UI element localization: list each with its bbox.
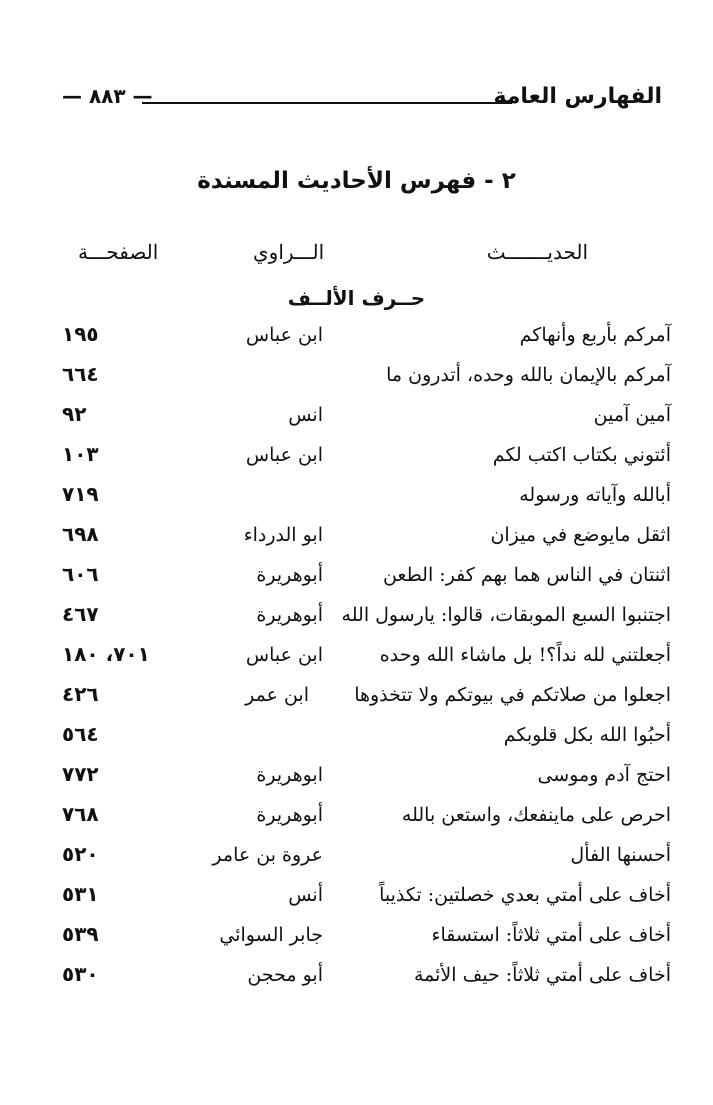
hadith-text: أخاف على أمتي ثلاثاً: حيف الأئمة (413, 964, 671, 986)
hadith-text: أحبُوا الله بكل قلوبكم (503, 724, 671, 746)
column-header-hadith: الحديـــــــث (486, 240, 588, 264)
index-row (0, 558, 713, 598)
index-row (0, 438, 713, 478)
index-row (0, 958, 713, 998)
page-ref: ٩٢ (62, 402, 87, 426)
hadith-text: أبالله وآياته ورسوله (519, 484, 671, 506)
narrator: جابر السوائي (219, 924, 323, 946)
index-row (0, 598, 713, 638)
hadith-text: آمركم بالإيمان بالله وحده، أتدرون ما (386, 364, 671, 386)
column-headers (0, 240, 713, 274)
narrator: ابن عباس (245, 324, 323, 346)
index-row (0, 798, 713, 838)
page-ref: ٦٦٤ (62, 362, 99, 386)
hadith-text: أخاف على أمتي بعدي خصلتين: تكذيباً (379, 884, 671, 906)
column-header-narrator: الـــراوي (253, 240, 325, 264)
index-row (0, 918, 713, 958)
narrator: ابن عباس (245, 444, 323, 466)
running-header (62, 84, 662, 120)
header-rule (142, 102, 512, 104)
index-row (0, 318, 713, 358)
index-row (0, 678, 713, 718)
page-number: — ٨٨٣ — (62, 84, 153, 108)
narrator: أبوهريرة (256, 564, 323, 586)
index-rows (0, 318, 713, 998)
page-ref: ٦٩٨ (62, 522, 99, 546)
narrator: أنس (288, 884, 323, 906)
narrator: أبوهريرة (256, 804, 323, 826)
narrator: عروة بن عامر (212, 844, 323, 866)
index-row (0, 398, 713, 438)
index-row (0, 758, 713, 798)
narrator: ابن عمر (245, 684, 309, 706)
hadith-text: احتج آدم وموسى (537, 764, 671, 786)
hadith-text: اثقل مايوضع في ميزان (490, 524, 671, 546)
hadith-text: احرص على ماينفعك، واستعن بالله (401, 804, 671, 826)
column-header-page: الصفحـــة (78, 240, 159, 264)
page-ref: ٤٢٦ (62, 682, 99, 706)
page-ref: ١٠٣ (62, 442, 99, 466)
index-row (0, 518, 713, 558)
letter-heading: حــرف الألــف (287, 286, 426, 310)
index-row (0, 358, 713, 398)
index-title: ٢ - فهرس الأحاديث المسندة (197, 168, 516, 194)
narrator: أبو محجن (247, 964, 323, 986)
hadith-text: اجعلوا من صلاتكم في بيوتكم ولا تتخذوها (354, 684, 671, 706)
page-ref: ٥٣١ (62, 882, 99, 906)
page-ref: ٥٣٩ (62, 922, 99, 946)
hadith-text: أئتوني بكتاب اكتب لكم (492, 444, 671, 466)
hadith-text: أحسنها الفأل (570, 844, 671, 866)
section-name: الفهارس العامة (493, 84, 662, 109)
page-ref: ١٩٥ (62, 322, 99, 346)
hadith-text: آمين آمين (593, 404, 671, 426)
page-number-value: ٨٨٣ (88, 84, 126, 108)
index-row (0, 838, 713, 878)
hadith-text: آمركم بأربع وأنهاكم (519, 324, 671, 346)
narrator: ابوهريرة (256, 764, 323, 786)
narrator: ابو الدرداء (243, 524, 323, 546)
page-ref: ٦٠٦ (62, 562, 99, 586)
index-row (0, 478, 713, 518)
hadith-text: أخاف على أمتي ثلاثاً: استسقاء (431, 924, 671, 946)
page-ref: ٥٣٠ (62, 962, 99, 986)
index-row (0, 638, 713, 678)
page-ref: ٧١٩ (62, 482, 99, 506)
narrator: ابن عباس (245, 644, 323, 666)
hadith-text: اجتنبوا السبع الموبقات، قالوا: يارسول الله (341, 604, 671, 626)
page-ref: ٧٠١، ١٨٠ (62, 642, 150, 666)
page-ref: ٧٧٢ (62, 762, 99, 786)
page-ref: ٤٦٧ (62, 602, 99, 626)
page-ref: ٧٦٨ (62, 802, 99, 826)
hadith-text: أجعلتني لله نداً؟! بل ماشاء الله وحده (379, 644, 671, 666)
page-ref: ٥٦٤ (62, 722, 99, 746)
page-ref: ٥٢٠ (62, 842, 99, 866)
index-row (0, 878, 713, 918)
hadith-text: اثنتان في الناس هما بهم كفر: الطعن (382, 564, 671, 586)
index-row (0, 718, 713, 758)
narrator: أبوهريرة (256, 604, 323, 626)
narrator: انس (288, 404, 323, 426)
